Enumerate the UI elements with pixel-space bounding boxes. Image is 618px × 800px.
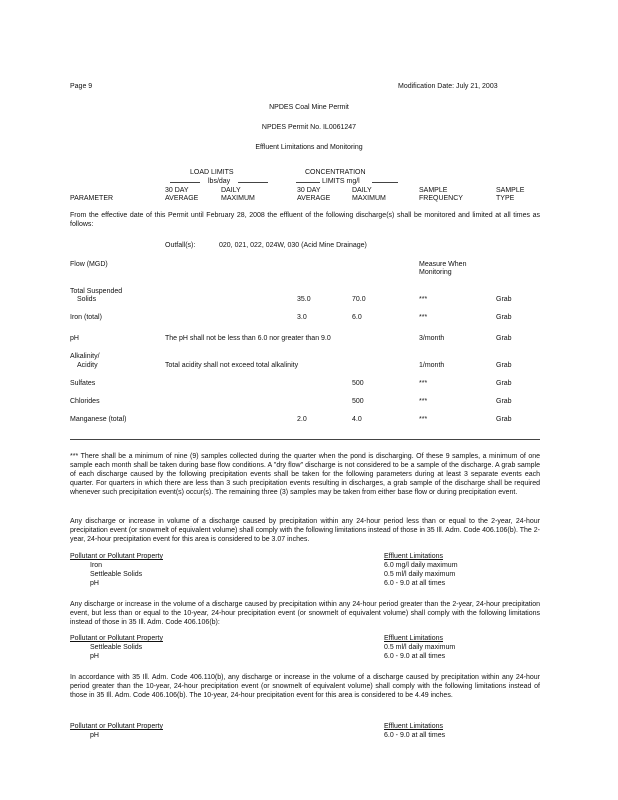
col-load-average: AVERAGE — [165, 195, 199, 202]
precip-2yr-paragraph: Any discharge or increase in volume of a discharge caused by precipitation within any 24-hour period less than or equal to the 2-year, 24-hour precipitation event (or snowmelt of equivalent volume) shall comply with the following limitations instead of those in 35 Ill. Adm. Code 406.106(b). The 2-year, 24-hour precipitation event for this area is considered to be 3.07 inches. — [70, 518, 540, 543]
table1-limit-3: 6.0 - 9.0 at all times — [384, 580, 446, 587]
ph-note: The pH shall not be less than 6.0 nor greater than 9.0 — [165, 335, 331, 342]
table1-left-heading: Pollutant or Pollutant Property — [70, 553, 163, 560]
tss-freq: *** — [419, 296, 428, 303]
param-tss: Total Suspended — [70, 288, 123, 295]
precip-10yr-paragraph: Any discharge or increase in the volume of a discharge caused by precipitation within any 24-hour period greater than the 2-year, 24-hour precipitation event, but less than or equal to the 10-year, 24-hour precipitation event (or snowmelt of equivalent volume) shall comply with the following limitations instead of those in 35 Ill. Adm. Code 406.106(b): — [70, 601, 540, 626]
ph-type: Grab — [496, 335, 512, 342]
col-conc-30day: 30 DAY — [297, 187, 321, 194]
table1-pollutant-3: pH — [90, 580, 99, 587]
col-conc-maximum: MAXIMUM — [352, 195, 386, 202]
col-load-maximum: MAXIMUM — [221, 195, 255, 202]
title-permit-number: NPDES Permit No. IL0061247 — [261, 124, 357, 131]
page-number: Page 9 — [70, 83, 93, 90]
sulfates-type: Grab — [496, 380, 512, 387]
manganese-30day: 2.0 — [297, 416, 307, 423]
param-manganese: Manganese (total) — [70, 416, 127, 423]
alkalinity-note: Total acidity shall not exceed total alkalinity — [165, 362, 299, 369]
table2-left-heading: Pollutant or Pollutant Property — [70, 635, 163, 642]
sulfates-freq: *** — [419, 380, 428, 387]
chlorides-max: 500 — [352, 398, 364, 405]
footnote-paragraph: *** There shall be a minimum of nine (9) samples collected during the quarter when the pond is discharging. Of these 9 samples, a minimum of one sample each month shall be taken during base flow conditions. A "dry flow" discharge is not considered to be a sample of the discharge. A grab sample of each discharge caused by the following precipitation events shall be taken for the following parameters during at least 3 separate events each quarter. For quarters in which there are less than 3 such precipitation events resulting in discharges, a grab sample of the discharge shall be required whenever such precipitation event(s) occur(s). The remaining three (3) samples may be taken from either base flow or during precipitation event. — [70, 453, 540, 496]
param-flow: Flow (MGD) — [70, 261, 108, 268]
param-chlorides: Chlorides — [70, 398, 100, 405]
tss-30day: 35.0 — [297, 296, 311, 303]
manganese-freq: *** — [419, 416, 428, 423]
param-iron: Iron (total) — [70, 314, 102, 321]
chlorides-freq: *** — [419, 398, 428, 405]
divider — [170, 182, 200, 183]
table1-pollutant-2: Settleable Solids — [90, 571, 143, 578]
table1-limit-1: 6.0 mg/l daily maximum — [384, 562, 458, 569]
table3-left-heading: Pollutant or Pollutant Property — [70, 723, 163, 730]
section-divider — [70, 439, 540, 440]
outfall-value: 020, 021, 022, 024W, 030 (Acid Mine Drainage) — [219, 242, 367, 249]
iron-type: Grab — [496, 314, 512, 321]
sulfates-max: 500 — [352, 380, 364, 387]
manganese-type: Grab — [496, 416, 512, 423]
table2-pollutant-2: pH — [90, 653, 99, 660]
col-load-30day: 30 DAY — [165, 187, 189, 194]
table2-right-heading: Effluent Limitations — [384, 635, 444, 642]
divider — [372, 182, 398, 183]
col-conc-daily: DAILY — [352, 187, 372, 194]
param-sulfates: Sulfates — [70, 380, 96, 387]
table3-pollutant-1: pH — [90, 732, 99, 739]
param-tss-2: Solids — [77, 296, 97, 303]
table3-limit-1: 6.0 - 9.0 at all times — [384, 732, 446, 739]
divider — [296, 182, 320, 183]
iron-max: 6.0 — [352, 314, 362, 321]
table2-pollutant-1: Settleable Solids — [90, 644, 143, 651]
concentration-heading: CONCENTRATION — [305, 169, 366, 176]
load-limits-heading: LOAD LIMITS — [190, 169, 234, 176]
col-sample-type-a: SAMPLE — [496, 187, 525, 194]
load-units: lbs/day — [208, 178, 231, 185]
alkalinity-type: Grab — [496, 362, 512, 369]
col-sample-type-b: TYPE — [496, 195, 515, 202]
iron-freq: *** — [419, 314, 428, 321]
param-alkalinity-2: Acidity — [77, 362, 98, 369]
table2-limit-2: 6.0 - 9.0 at all times — [384, 653, 446, 660]
modification-date: Modification Date: July 21, 2003 — [398, 83, 498, 90]
alkalinity-freq: 1/month — [419, 362, 445, 369]
outfall-label: Outfall(s): — [165, 242, 196, 249]
divider — [238, 182, 268, 183]
tss-max: 70.0 — [352, 296, 366, 303]
table1-pollutant-1: Iron — [90, 562, 103, 569]
table1-limit-2: 0.5 ml/l daily maximum — [384, 571, 456, 578]
col-load-daily: DAILY — [221, 187, 241, 194]
col-parameter: PARAMETER — [70, 195, 114, 202]
concentration-units: LIMITS mg/l — [322, 178, 360, 185]
precip-over-10yr-paragraph: In accordance with 35 Ill. Adm. Code 406.110(b), any discharge or increase in the volume of a discharge caused by precipitation within any 24-hour period greater than the 10-year, 24-hour precipitation event (or snowmelt of equivalent volume) shall comply with the following limitations instead of those in 35 Ill. Adm. Code 406.106(b). The 10-year, 24-hour precipitation event for this area is considered to be 4.49 inches. — [70, 674, 540, 699]
title-permit-type: NPDES Coal Mine Permit — [269, 104, 349, 111]
freq-flow-2: Monitoring — [419, 269, 452, 276]
tss-type: Grab — [496, 296, 512, 303]
intro-paragraph: From the effective date of this Permit until February 28, 2008 the effluent of the following discharge(s) shall be monitored and limited at all times as follows: — [70, 212, 540, 228]
col-conc-average: AVERAGE — [297, 195, 331, 202]
freq-flow: Measure When — [419, 261, 467, 268]
chlorides-type: Grab — [496, 398, 512, 405]
col-sample: SAMPLE — [419, 187, 448, 194]
table1-right-heading: Effluent Limitations — [384, 553, 444, 560]
col-frequency: FREQUENCY — [419, 195, 463, 202]
table2-limit-1: 0.5 ml/l daily maximum — [384, 644, 456, 651]
param-ph: pH — [70, 335, 79, 342]
manganese-max: 4.0 — [352, 416, 362, 423]
table3-right-heading: Effluent Limitations — [384, 723, 444, 730]
iron-30day: 3.0 — [297, 314, 307, 321]
param-alkalinity: Alkalinity/ — [70, 353, 100, 360]
title-effluent: Effluent Limitations and Monitoring — [255, 144, 363, 151]
ph-freq: 3/month — [419, 335, 445, 342]
